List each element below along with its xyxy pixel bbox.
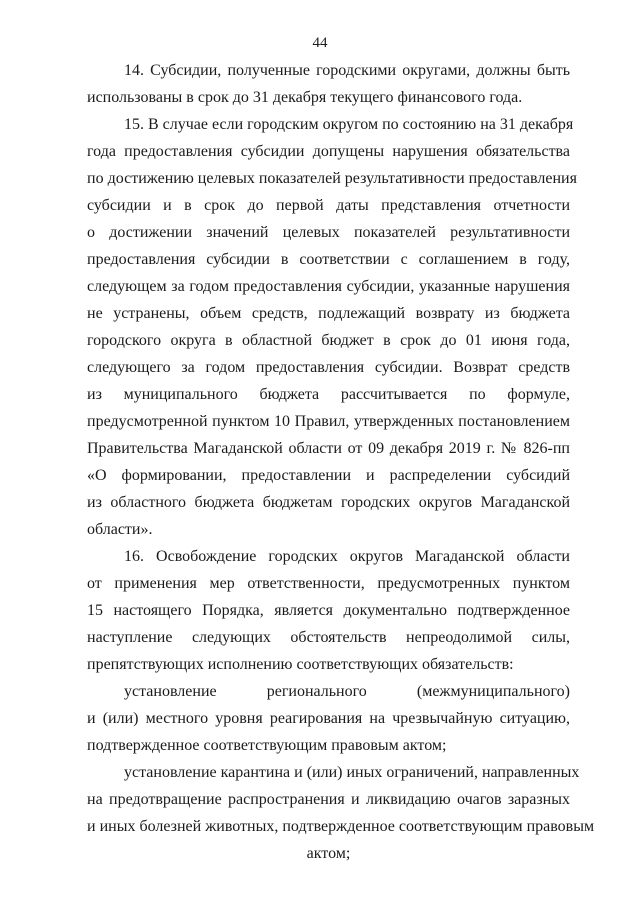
text-line: предусмотренной пунктом 10 Правил, утвержденных постановлением [87,413,570,430]
text-line: следующего за годом предоставления субсидии. Возврат средств [87,359,570,376]
text-line: актом; [306,845,351,862]
text-line: области». [87,521,153,538]
text-line: установление карантина и (или) иных ограничений, направленных [124,764,580,781]
text-line: использованы в срок до 31 декабря текущего финансового года. [87,89,523,106]
text-line: года предоставления субсидии допущены нарушения обязательства [87,143,570,160]
text-line: городского округа в областной бюджет в срок до 01 июня года, [87,332,570,349]
text-line: по достижению целевых показателей результативности предоставления [87,170,577,187]
text-line: и иных болезней животных, подтвержденное соответствующим правовым [87,818,595,835]
text-line: не устранены, объем средств, подлежащий возврату из бюджета [87,305,570,322]
text-line: 16. Освобождение городских округов Магаданской области [124,548,570,565]
text-line: от применения мер ответственности, предусмотренных пунктом [87,575,570,592]
text-line: 15 настоящего Порядка, является документально подтвержденное [87,602,570,619]
text-line: подтвержденное соответствующим правовым актом; [87,737,447,754]
text-line: препятствующих исполнению соответствующих обязательств: [87,656,514,673]
text-line: наступление следующих обстоятельств непреодолимой силы, [87,629,570,646]
text-line: следующем за годом предоставления субсидии, указанные нарушения [87,278,570,295]
text-line: субсидии и в срок до первой даты представления отчетности [87,197,570,214]
text-line: и (или) местного уровня реагирования на чрезвычайную ситуацию, [87,710,570,727]
text-line: из областного бюджета бюджетам городских округов Магаданской [87,494,570,511]
text-line: 14. Субсидии, полученные городскими округами, должны быть [124,62,570,79]
text-line: установление регионального (межмуниципального) [124,683,570,700]
text-line: «О формировании, предоставлении и распределении субсидий [87,467,570,484]
text-line: 15. В случае если городским округом по состоянию на 31 декабря [124,116,574,133]
text-line: на предотвращение распространения и ликвидацию очагов заразных [87,791,570,808]
page-number: 44 [312,35,328,51]
text-line: о достижении значений целевых показателей результативности [87,224,570,241]
text-line: из муниципального бюджета рассчитывается по формуле, [87,386,570,403]
text-line: предоставления субсидии в соответствии с соглашением в году, [87,251,570,268]
text-line: Правительства Магаданской области от 09 декабря 2019 г. № 826-пп [87,440,570,457]
